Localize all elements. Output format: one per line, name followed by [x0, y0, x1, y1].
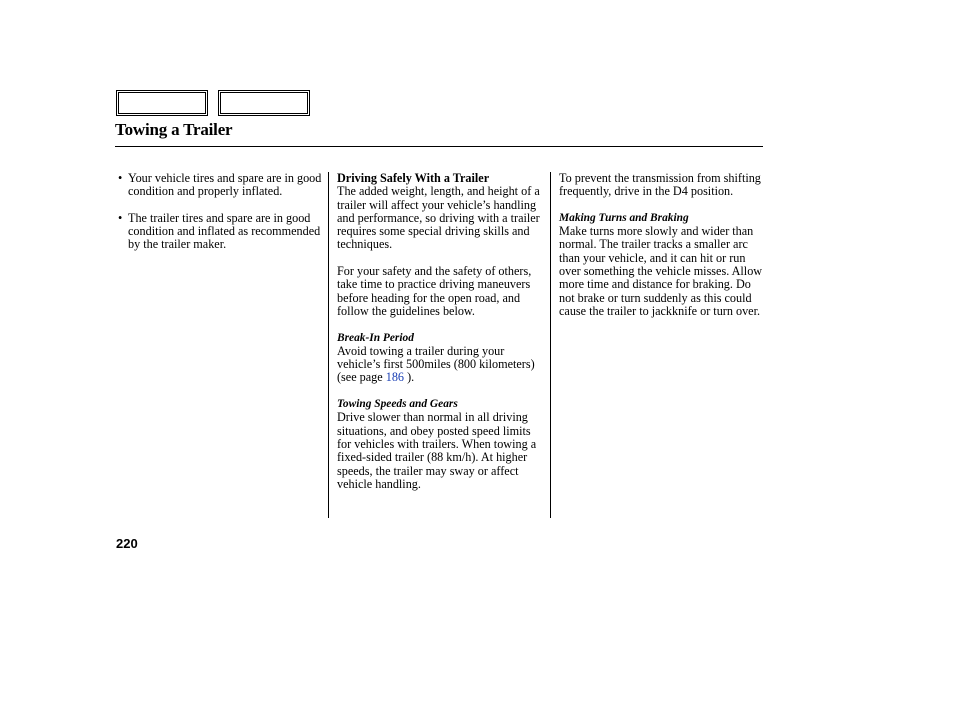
column-divider: [328, 172, 329, 518]
break-in-paragraph: [337, 345, 547, 385]
section-heading: Driving Safely With a Trailer: [337, 171, 490, 185]
break-in-text: Avoid towing a trailer during your vehicle’s first 500miles (800 kilometers) (see page: [337, 343, 535, 385]
next-page-button[interactable]: [218, 90, 310, 116]
bullet-item: • The trailer tires and spare are in good condition and inflated as recommended by the trailer maker.: [117, 212, 322, 252]
turns-heading: Making Turns and Braking: [559, 211, 689, 224]
page-number: 220: [116, 536, 138, 551]
intro-paragraph: The added weight, length, and height of a trailer will affect your vehicle’s handling and performance, so driving with a trailer requires some special driving skills and techniques.: [337, 184, 540, 252]
column-divider: [550, 172, 551, 518]
turns-paragraph: Make turns more slowly and wider than normal. The trailer tracks a smaller arc than your vehicle, and it can hit or run over something the vehicle misses. Allow more time and distance for braking. Do not brake or turn suddenly as this could cause the trailer to jackknife or turn over.: [559, 224, 763, 318]
break-in-heading: Break-In Period: [337, 331, 414, 344]
speeds-paragraph: Drive slower than normal in all driving situations, and obey posted speed limits for vehicles with trailers. When towing a fixed-sided trailer (88 km/h). At higher speeds, the trailer may sway or affect vehicle handling.: [337, 410, 537, 491]
break-in-text-end: ).: [404, 370, 415, 385]
speeds-heading: Towing Speeds and Gears: [337, 398, 458, 411]
checklist: [117, 172, 322, 251]
previous-page-button[interactable]: [116, 90, 208, 116]
bullet-item: • Your vehicle tires and spare are in good condition and properly inflated.: [117, 172, 322, 199]
column-middle: [337, 172, 547, 491]
page-reference-link[interactable]: 186: [385, 370, 405, 385]
page-title: Towing a Trailer: [115, 120, 233, 139]
safety-paragraph: For your safety and the safety of others, take time to practice driving maneuvers before heading for the open road, and follow the guidelines below.: [337, 264, 532, 318]
title-divider: [115, 146, 763, 147]
transmission-paragraph: To prevent the transmission from shifting frequently, drive in the D4 position.: [559, 171, 761, 199]
column-left: [117, 172, 322, 264]
column-right: [559, 172, 765, 318]
